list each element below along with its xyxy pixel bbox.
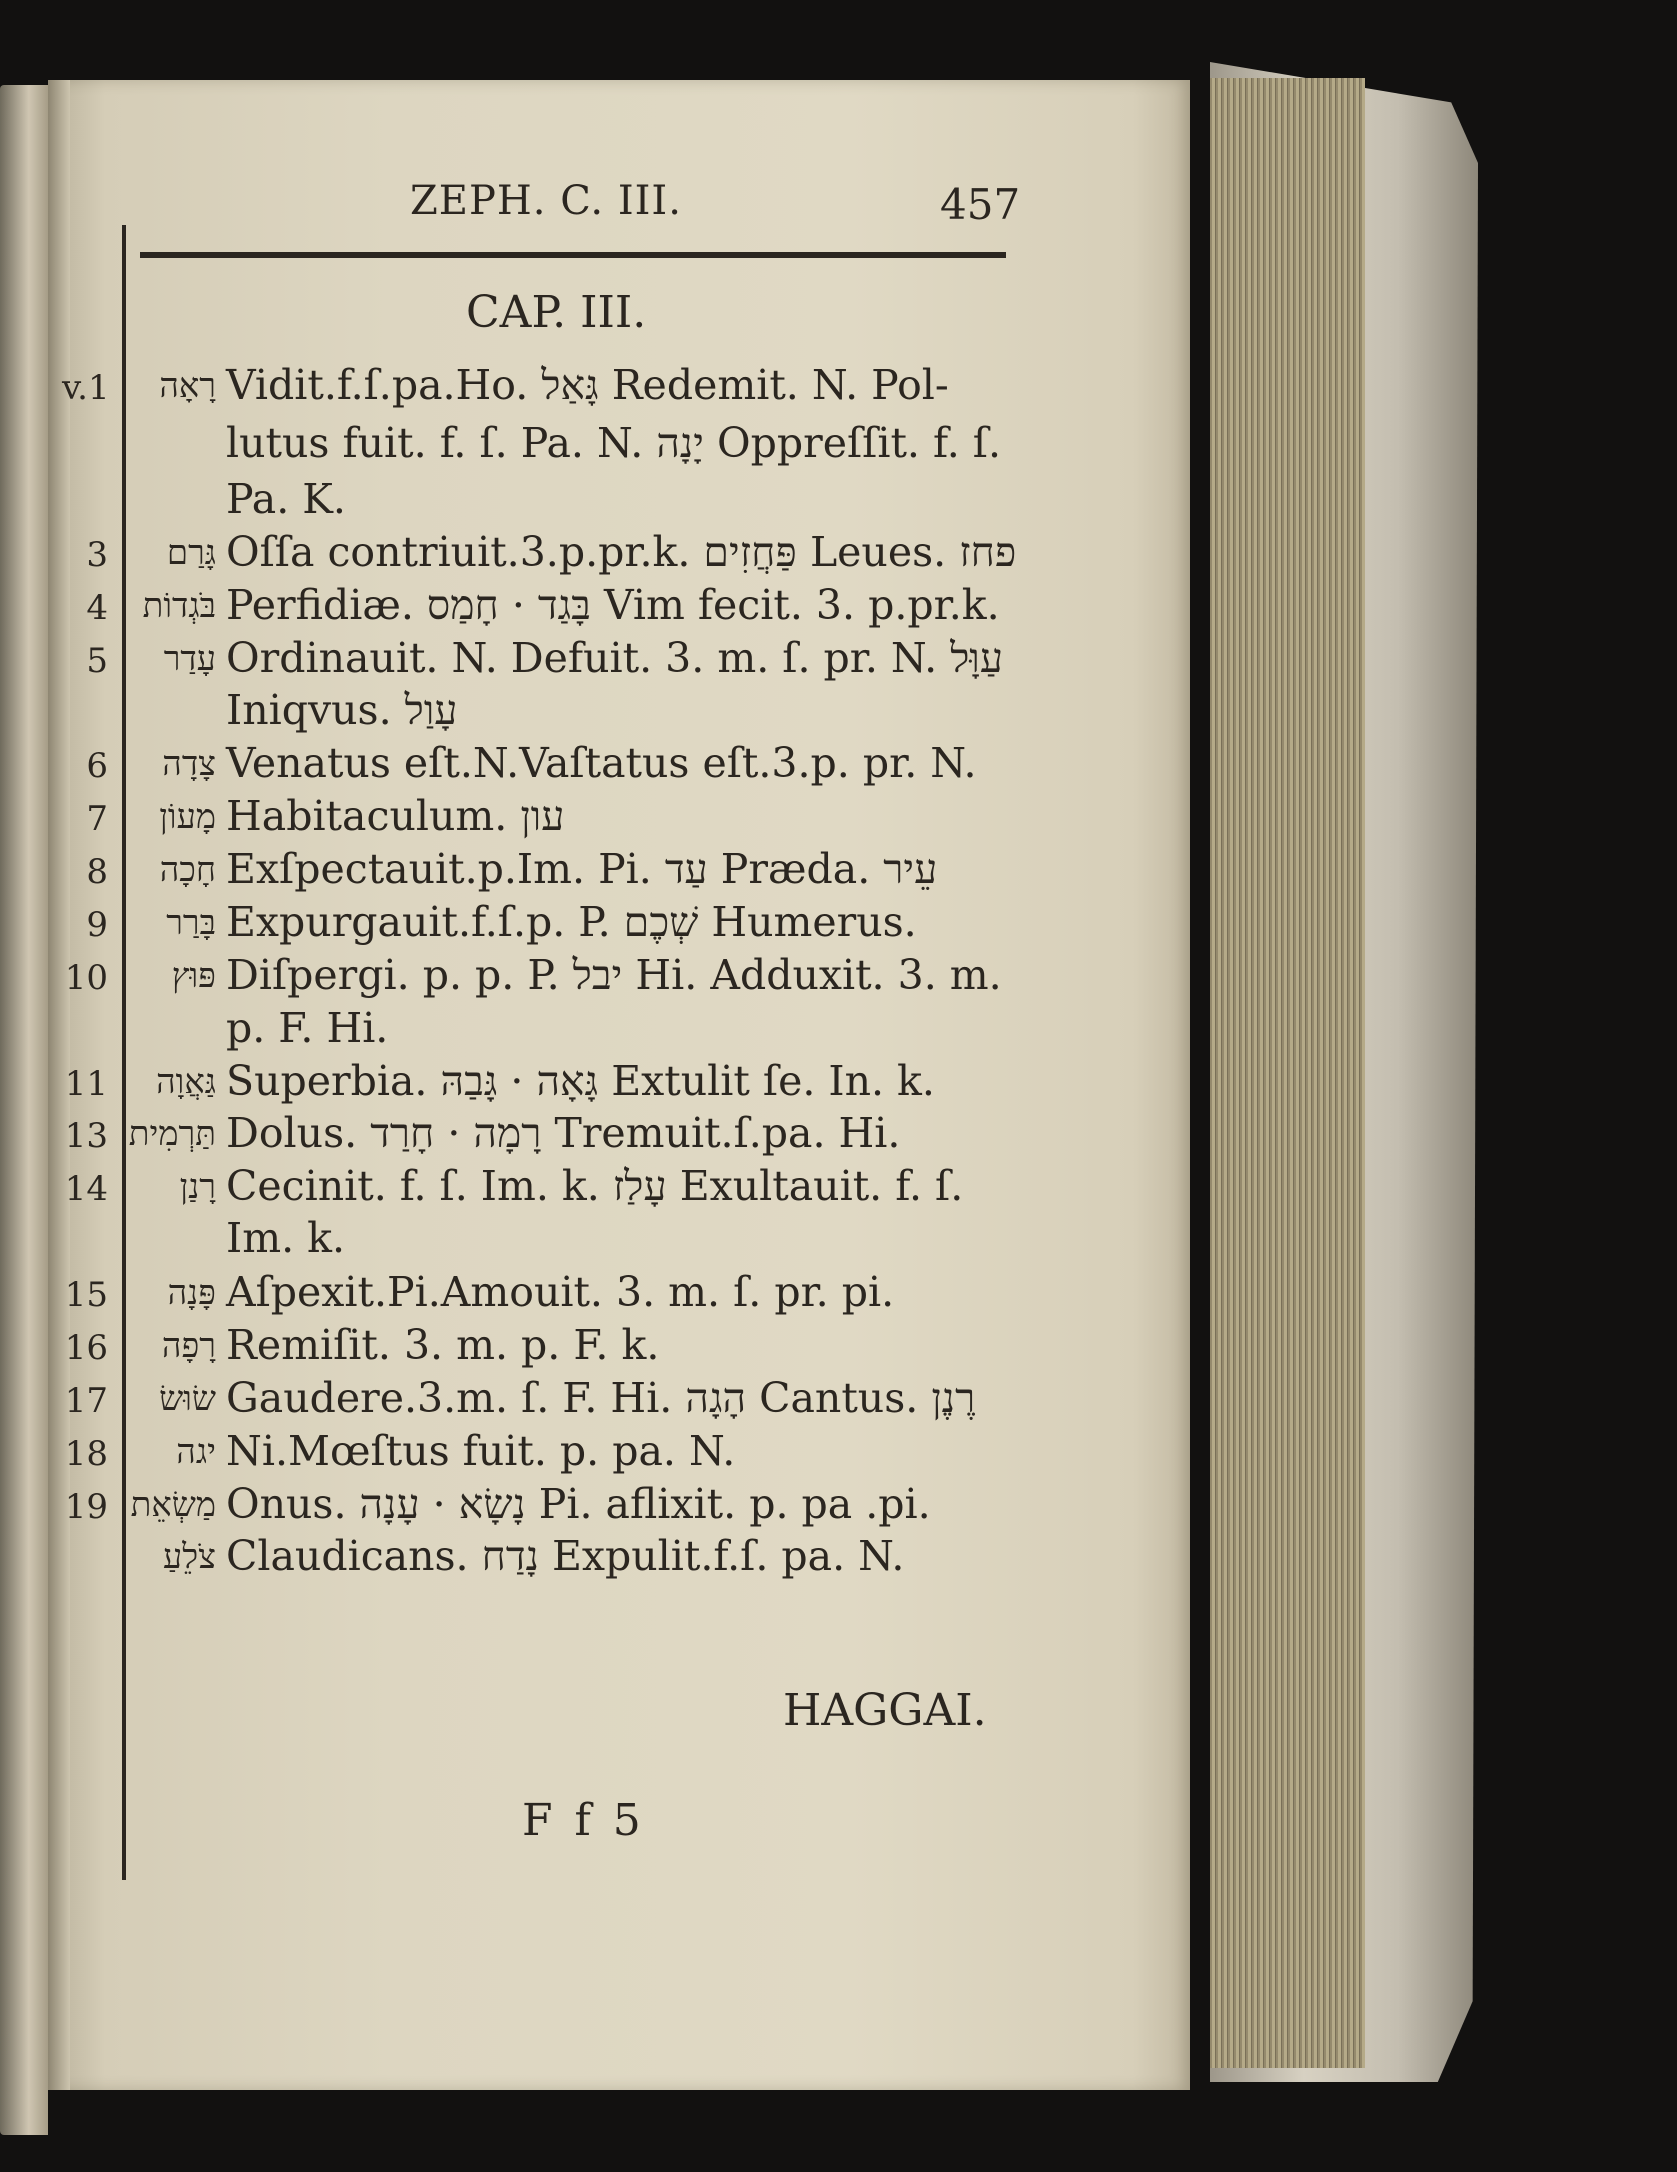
verse-number: 4 bbox=[86, 588, 108, 628]
gloss-line: Iniqvus. עָוַל bbox=[226, 686, 458, 734]
hebrew-headword: מַשְׂאֵת bbox=[130, 1485, 216, 1525]
verse-number: 18 bbox=[64, 1434, 108, 1474]
verse-number: v.1 bbox=[62, 368, 110, 408]
header-rule bbox=[140, 252, 1006, 258]
gloss-line: Im. k. bbox=[226, 1214, 346, 1262]
gloss-line: Aſpexit.Pi.Amouit. 3. m. ſ. pr. pi. bbox=[226, 1268, 895, 1316]
hebrew-headword: רָנַן bbox=[179, 1167, 216, 1207]
page-number: 457 bbox=[940, 180, 1021, 229]
verse-number: 14 bbox=[64, 1169, 108, 1209]
gloss-line: Diſpergi. p. p. P. יבל Hi. Adduxit. 3. m. bbox=[226, 951, 1002, 999]
gloss-line: Habitaculum. עון bbox=[226, 792, 565, 840]
verse-number: 10 bbox=[64, 958, 108, 998]
gloss-line: Expurgauit.f.ſ.p. P. שְׁכֶם Humerus. bbox=[226, 898, 917, 946]
gloss-line: Exſpectauit.p.Im. Pi. עַד Præda. עֵיר bbox=[226, 845, 938, 893]
gloss-line: Ni.Mœſtus fuit. p. pa. N. bbox=[226, 1427, 736, 1475]
gloss-line: Superbia. גָּאָה · גָּבַהּ Extulit ſe. In. k. bbox=[226, 1057, 935, 1105]
hebrew-headword: תַּרְמִית bbox=[128, 1114, 216, 1154]
hebrew-headword: רָאָה bbox=[159, 366, 216, 406]
gloss-line: Remiſit. 3. m. p. F. k. bbox=[226, 1321, 660, 1369]
gloss-line: Venatus eſt.N.Vaſtatus eſt.3.p. pr. N. bbox=[226, 739, 977, 787]
hebrew-headword: מָעוֹן bbox=[159, 797, 216, 837]
hebrew-headword: בָּרַר bbox=[166, 903, 216, 943]
signature-mark: F f 5 bbox=[522, 1795, 645, 1846]
verse-number: 16 bbox=[64, 1328, 108, 1368]
hebrew-headword: בֹּגְדוֹת bbox=[142, 586, 216, 626]
verse-number: 7 bbox=[86, 799, 108, 839]
hebrew-headword: גַּאֲוָה bbox=[156, 1062, 216, 1102]
verse-number: 19 bbox=[64, 1487, 108, 1527]
verse-number: 9 bbox=[86, 905, 108, 945]
gloss-line: Vidit.f.ſ.pa.Ho. גָּאַל Redemit. N. Pol- bbox=[226, 361, 949, 409]
hebrew-headword: חָכָה bbox=[159, 850, 216, 890]
hebrew-headword: רָפָה bbox=[161, 1326, 216, 1366]
facing-page-edge bbox=[0, 85, 48, 2135]
gloss-line: Pa. K. bbox=[226, 475, 346, 523]
verse-number: 5 bbox=[86, 641, 108, 681]
hebrew-headword: שׂוּשׂ bbox=[159, 1379, 216, 1419]
margin-rule bbox=[122, 225, 126, 1880]
gloss-line: Oſſa contriuit.3.p.pr.k. פַּחֲזִים Leues. פחז bbox=[226, 528, 1017, 576]
gloss-line: Onus. נָשָׂא · עָנָה Pi. aflixit. p. pa .pi. bbox=[226, 1480, 931, 1528]
gloss-line: lutus fuit. f. ſ. Pa. N. יָנָה Oppreſſit. f. ſ. bbox=[226, 419, 1001, 467]
catchword: HAGGAI. bbox=[783, 1685, 987, 1736]
gloss-line: Ordinauit. N. Defuit. 3. m. ſ. pr. N. עַוָּל bbox=[226, 634, 1004, 682]
hebrew-headword: יגה bbox=[176, 1432, 216, 1472]
verse-number: 17 bbox=[64, 1381, 108, 1421]
gloss-line: Perfidiæ. בָּגַד · חָמַס Vim fecit. 3. p.pr.k. bbox=[226, 581, 1000, 629]
verse-number: 15 bbox=[64, 1275, 108, 1315]
running-title: ZEPH. C. III. bbox=[410, 178, 682, 224]
gloss-line: Gaudere.3.m. ſ. F. Hi. הָגָה Cantus. רֶנֶן bbox=[226, 1374, 976, 1422]
gloss-line: Cecinit. f. ſ. Im. k. עָלַז Exultauit. f. ſ. bbox=[226, 1162, 964, 1210]
verse-number: 3 bbox=[86, 535, 108, 575]
chapter-title: CAP. III. bbox=[466, 287, 647, 338]
verse-number: 13 bbox=[64, 1116, 108, 1156]
verse-number: 8 bbox=[86, 852, 108, 892]
page-edges bbox=[1210, 78, 1365, 2068]
gloss-line: Dolus. רָמָה · חָרַד Tremuit.ſ.pa. Hi. bbox=[226, 1109, 901, 1157]
hebrew-headword: פּוּץ bbox=[171, 956, 216, 996]
hebrew-headword: עָדַר bbox=[163, 639, 216, 679]
gloss-line: Claudicans. נָדַח Expulit.f.ſ. pa. N. bbox=[226, 1532, 905, 1580]
verse-number: 6 bbox=[86, 746, 108, 786]
hebrew-headword: פָּנָה bbox=[167, 1273, 216, 1313]
hebrew-headword: גָּרַם bbox=[166, 533, 216, 573]
hebrew-headword: צָדָה bbox=[162, 744, 216, 784]
verse-number: 11 bbox=[64, 1064, 108, 1104]
hebrew-headword: צֹלֵעַ bbox=[163, 1537, 216, 1577]
gloss-line: p. F. Hi. bbox=[226, 1004, 389, 1052]
